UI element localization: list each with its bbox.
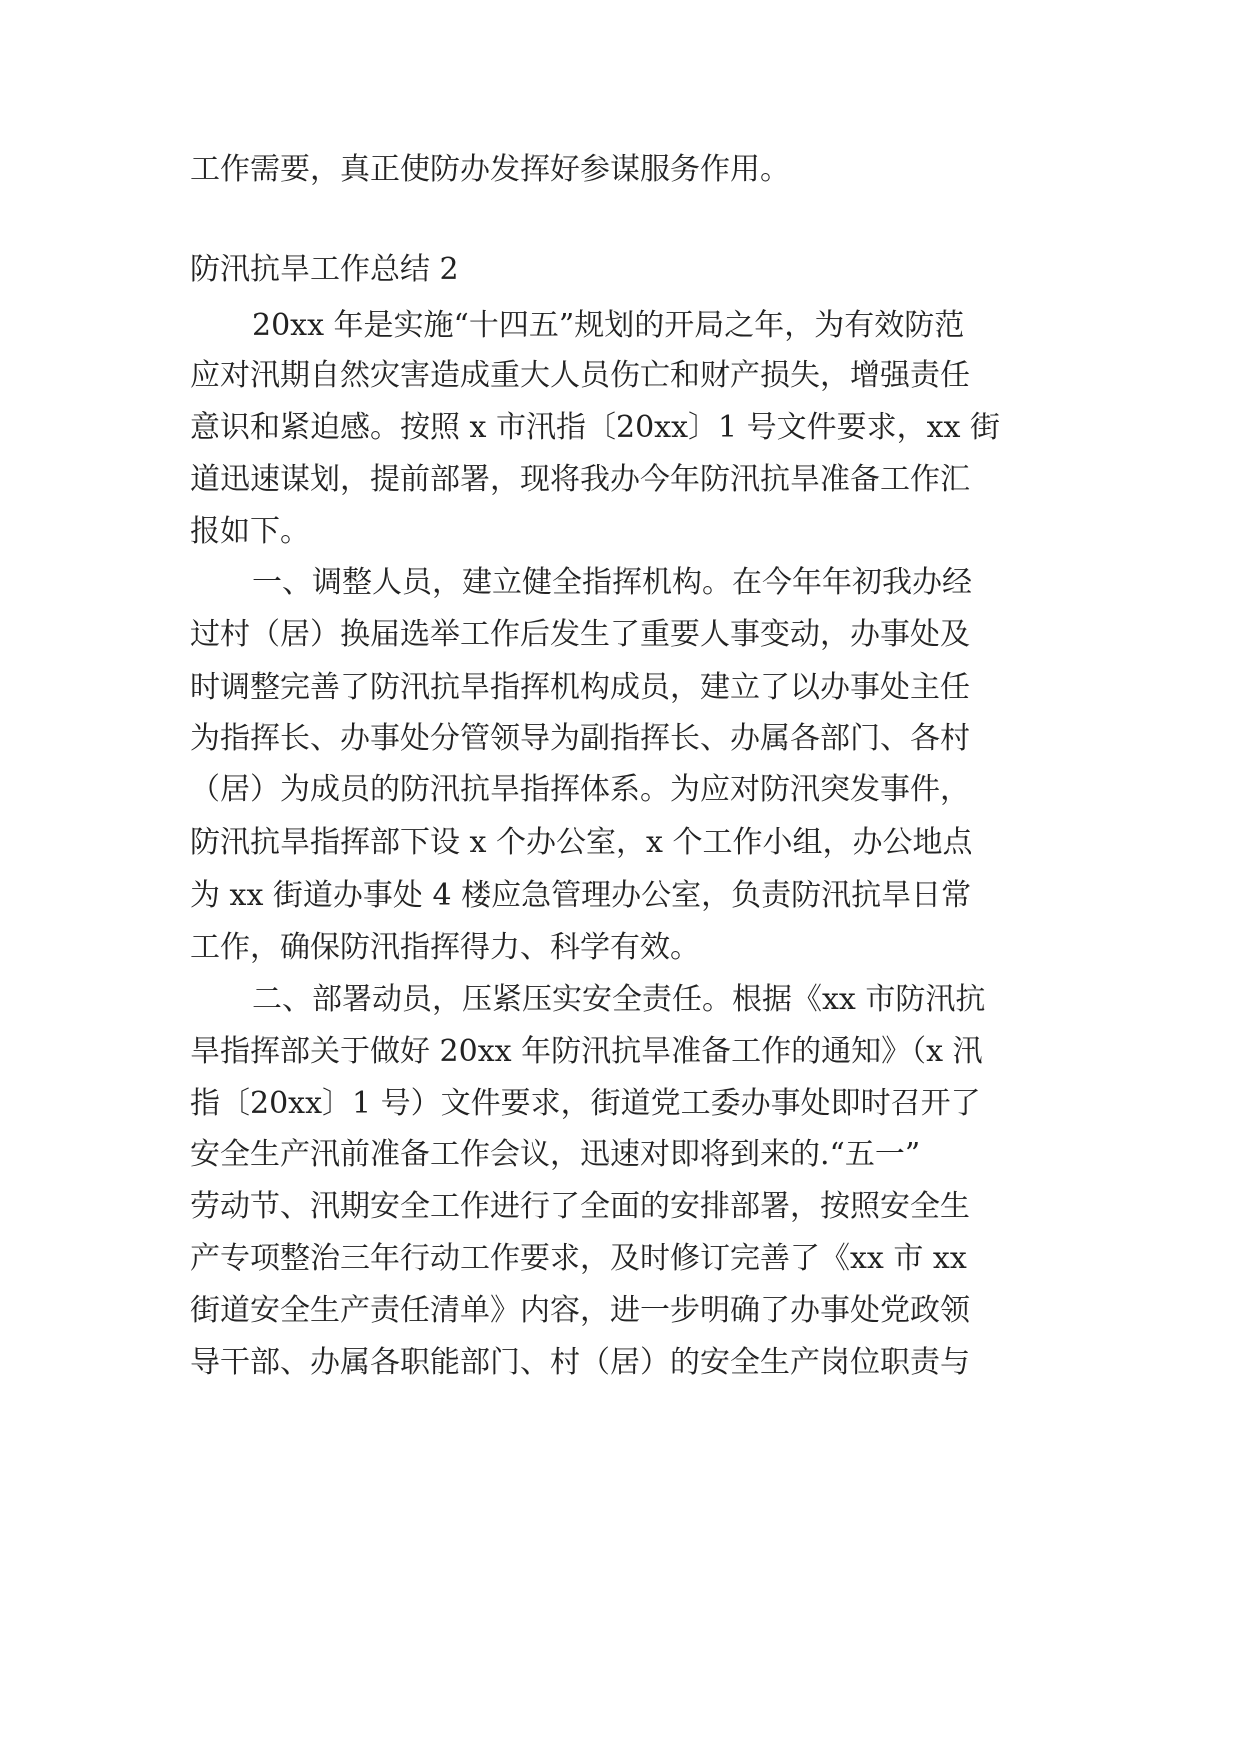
paragraph-line: 二、部署动员，压紧压实安全责任。根据《xx 市防汛抗 [252,982,986,1017]
paragraph-line: 过村（居）换届选举工作后发生了重要人事变动，办事处及 [190,617,970,652]
paragraph-line: 意识和紧迫感。按照 x 市汛指〔20xx〕1 号文件要求，xx 街 [190,410,1000,445]
paragraph-line: 工作需要，真正使防办发挥好参谋服务作用。 [190,152,790,187]
paragraph-line: 报如下。 [190,514,310,549]
paragraph-line: 应对汛期自然灾害造成重大人员伤亡和财产损失，增强责任 [190,358,970,393]
paragraph-line: 时调整完善了防汛抗旱指挥机构成员，建立了以办事处主任 [190,670,970,705]
paragraph-line: 指〔20xx〕1 号）文件要求，街道党工委办事处即时召开了 [190,1086,981,1121]
paragraph-line: 为指挥长、办事处分管领导为副指挥长、办属各部门、各村 [190,721,970,756]
paragraph-line: 为 xx 街道办事处 4 楼应急管理办公室，负责防汛抗旱日常 [190,878,972,913]
paragraph-line: 安全生产汛前准备工作会议，迅速对即将到来的.“五一” [190,1137,921,1172]
paragraph-line: 一、调整人员，建立健全指挥机构。在今年年初我办经 [252,565,972,600]
paragraph-line: 20xx 年是实施“十四五”规划的开局之年，为有效防范 [252,308,965,343]
paragraph-line: 道迅速谋划，提前部署，现将我办今年防汛抗旱准备工作汇 [190,462,970,497]
paragraph-line: 防汛抗旱指挥部下设 x 个办公室，x 个工作小组，办公地点 [190,825,973,860]
paragraph-line: 旱指挥部关于做好 20xx 年防汛抗旱准备工作的通知》（x 汛 [190,1034,983,1069]
paragraph-line: 工作，确保防汛指挥得力、科学有效。 [190,930,700,965]
paragraph-line: 劳动节、汛期安全工作进行了全面的安排部署，按照安全生 [190,1189,970,1224]
section-heading: 防汛抗旱工作总结 2 [190,252,459,287]
paragraph-line: 导干部、办属各职能部门、村（居）的安全生产岗位职责与 [190,1345,970,1380]
paragraph-line: （居）为成员的防汛抗旱指挥体系。为应对防汛突发事件， [190,772,970,807]
paragraph-line: 街道安全生产责任清单》内容，进一步明确了办事处党政领 [190,1293,970,1328]
paragraph-line: 产专项整治三年行动工作要求，及时修订完善了《xx 市 xx [190,1241,967,1276]
